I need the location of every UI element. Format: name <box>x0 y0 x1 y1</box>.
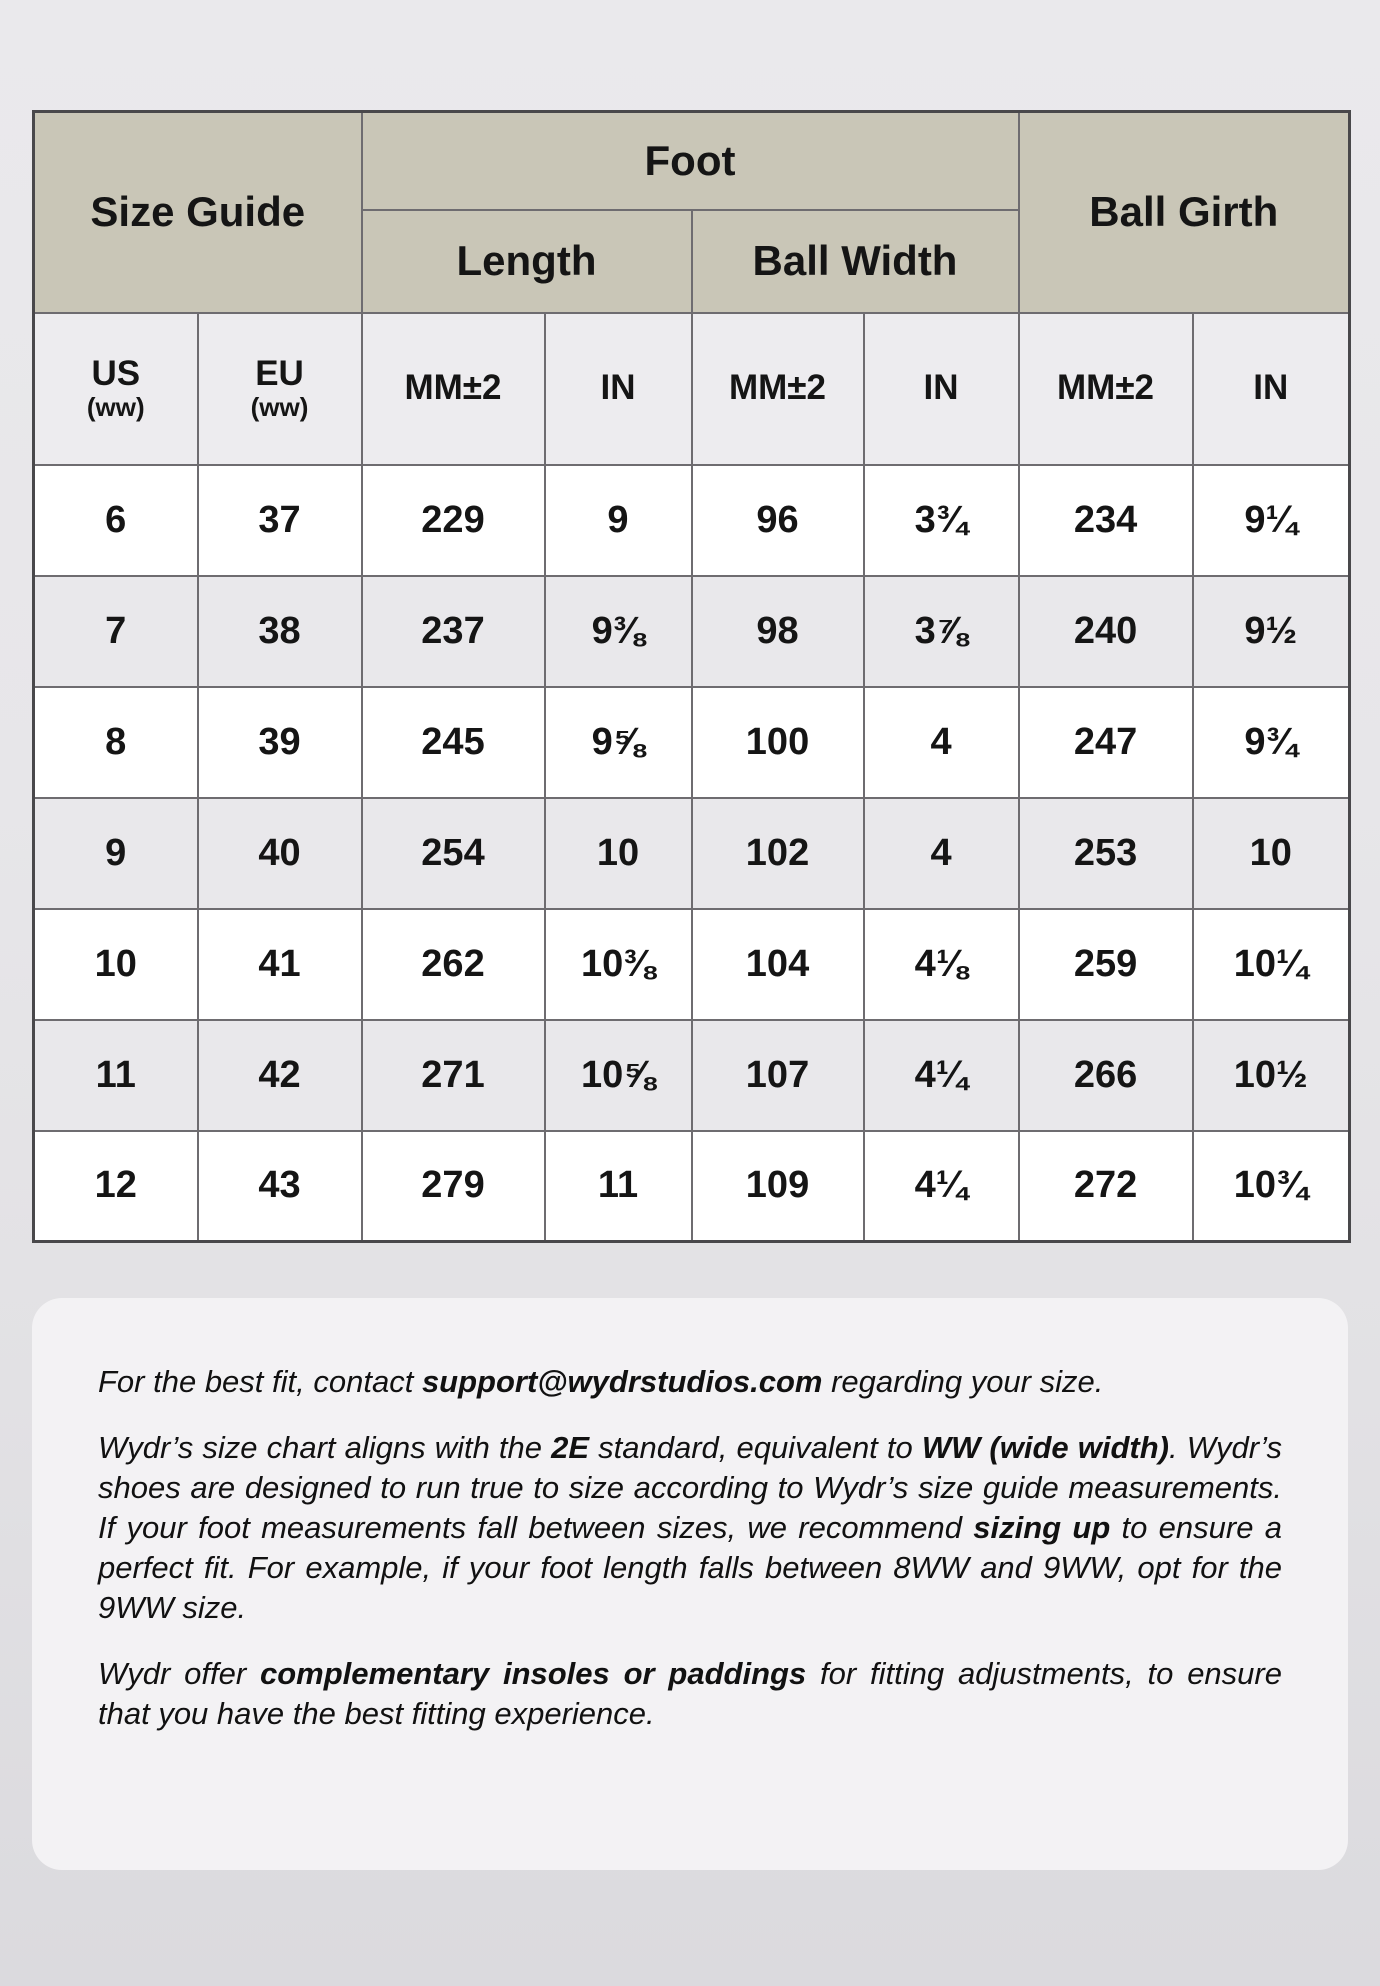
table-cell: 10¾ <box>1193 1131 1350 1242</box>
table-cell: 272 <box>1019 1131 1193 1242</box>
table-cell: 10⅝ <box>545 1020 692 1131</box>
table-cell: 102 <box>692 798 864 909</box>
text-segment: to ensure a perfect fit. For example, if your foot length falls between 8WW and 9WW, opt for the 9WW size. <box>98 1510 1282 1625</box>
table-cell: 10¼ <box>1193 909 1350 1020</box>
table-cell: 10½ <box>1193 1020 1350 1131</box>
header-ball-girth: Ball Girth <box>1019 112 1350 313</box>
table-row <box>34 1131 1350 1242</box>
table-cell: 9¾ <box>1193 687 1350 798</box>
table-row <box>34 465 1350 576</box>
column-header-row <box>34 313 1350 465</box>
column-header-1 <box>198 313 362 465</box>
table-cell: 259 <box>1019 909 1193 1020</box>
column-header-sublabel: (ww) <box>250 391 309 422</box>
text-segment: for fitting adjustments, to ensure that you have the best fitting experience. <box>98 1656 1282 1731</box>
column-header-label: EU <box>255 353 304 393</box>
table-cell: 4 <box>864 798 1019 909</box>
table-row <box>34 687 1350 798</box>
table-cell: 3¾ <box>864 465 1019 576</box>
column-header-2 <box>362 313 545 465</box>
column-header-sublabel: (ww) <box>86 391 145 422</box>
table-cell: 266 <box>1019 1020 1193 1131</box>
table-cell: 245 <box>362 687 545 798</box>
table-row <box>34 1020 1350 1131</box>
column-header-label: US <box>91 353 141 393</box>
text-segment: standard, equivalent to <box>589 1430 922 1465</box>
table-cell: 6 <box>34 465 198 576</box>
table-cell: 229 <box>362 465 545 576</box>
column-header-0 <box>34 313 198 465</box>
table-cell: 107 <box>692 1020 864 1131</box>
size-table-body <box>34 465 1350 1242</box>
header-size-guide: Size Guide <box>34 112 362 313</box>
table-cell: 4⅛ <box>864 909 1019 1020</box>
table-cell: 262 <box>362 909 545 1020</box>
text-segment: regarding your size. <box>822 1364 1104 1399</box>
fit-note-paragraph <box>98 1428 1282 1628</box>
column-header-label: IN <box>600 368 636 408</box>
table-cell: 237 <box>362 576 545 687</box>
table-cell: 9 <box>545 465 692 576</box>
fit-note-paragraph <box>98 1654 1282 1734</box>
table-cell: 234 <box>1019 465 1193 576</box>
column-header-6 <box>1019 313 1193 465</box>
table-cell: 10 <box>1193 798 1350 909</box>
support-email: support@wydrstudios.com <box>421 1364 823 1399</box>
text-segment: WW (wide width) <box>921 1430 1169 1465</box>
column-header-label: MM±2 <box>404 368 502 408</box>
size-guide-table <box>32 110 1351 1243</box>
text-segment: For the best fit, contact <box>98 1364 422 1399</box>
fit-note-paragraph <box>98 1362 1282 1402</box>
table-cell: 7 <box>34 576 198 687</box>
text-segment: Wydr’s size chart aligns with the <box>98 1430 552 1465</box>
table-cell: 43 <box>198 1131 362 1242</box>
header-row-top <box>34 112 1350 210</box>
table-cell: 39 <box>198 687 362 798</box>
text-segment: complementary insoles or paddings <box>260 1656 807 1691</box>
table-cell: 109 <box>692 1131 864 1242</box>
table-cell: 11 <box>545 1131 692 1242</box>
header-length: Length <box>362 210 692 313</box>
text-segment: sizing up <box>973 1510 1111 1545</box>
table-cell: 253 <box>1019 798 1193 909</box>
table-cell: 9⅝ <box>545 687 692 798</box>
table-cell: 9⅜ <box>545 576 692 687</box>
column-header-label: IN <box>923 368 959 408</box>
column-header-4 <box>692 313 864 465</box>
fit-note-box <box>32 1298 1348 1870</box>
column-header-5 <box>864 313 1019 465</box>
header-foot: Foot <box>362 112 1019 210</box>
text-segment: Wydr offer <box>98 1656 260 1691</box>
table-cell: 254 <box>362 798 545 909</box>
table-cell: 41 <box>198 909 362 1020</box>
table-cell: 96 <box>692 465 864 576</box>
table-cell: 4¼ <box>864 1131 1019 1242</box>
table-row <box>34 798 1350 909</box>
table-cell: 11 <box>34 1020 198 1131</box>
table-cell: 10 <box>545 798 692 909</box>
table-cell: 247 <box>1019 687 1193 798</box>
table-cell: 37 <box>198 465 362 576</box>
column-header-label: MM±2 <box>1057 368 1155 408</box>
table-row <box>34 909 1350 1020</box>
column-header-label: MM±2 <box>729 368 826 408</box>
table-cell: 9½ <box>1193 576 1350 687</box>
table-cell: 4 <box>864 687 1019 798</box>
header-ball-width: Ball Width <box>692 210 1019 313</box>
text-segment: . Wydr’s shoes are designed to run true to size according to Wydr’s size guide measurements. If your foot measurements fall between sizes, we recommend <box>98 1430 1283 1545</box>
table-cell: 10 <box>34 909 198 1020</box>
table-cell: 42 <box>198 1020 362 1131</box>
table-row <box>34 576 1350 687</box>
table-cell: 38 <box>198 576 362 687</box>
table-cell: 9¼ <box>1193 465 1350 576</box>
table-cell: 8 <box>34 687 198 798</box>
table-cell: 3⅞ <box>864 576 1019 687</box>
column-header-label: IN <box>1253 368 1289 408</box>
table-cell: 240 <box>1019 576 1193 687</box>
column-header-7 <box>1193 313 1350 465</box>
text-segment: 2E <box>551 1430 590 1465</box>
table-cell: 271 <box>362 1020 545 1131</box>
table-cell: 104 <box>692 909 864 1020</box>
table-cell: 9 <box>34 798 198 909</box>
table-cell: 10⅜ <box>545 909 692 1020</box>
table-cell: 40 <box>198 798 362 909</box>
table-cell: 98 <box>692 576 864 687</box>
column-header-3 <box>545 313 692 465</box>
table-cell: 12 <box>34 1131 198 1242</box>
table-cell: 279 <box>362 1131 545 1242</box>
table-cell: 4¼ <box>864 1020 1019 1131</box>
table-cell: 100 <box>692 687 864 798</box>
